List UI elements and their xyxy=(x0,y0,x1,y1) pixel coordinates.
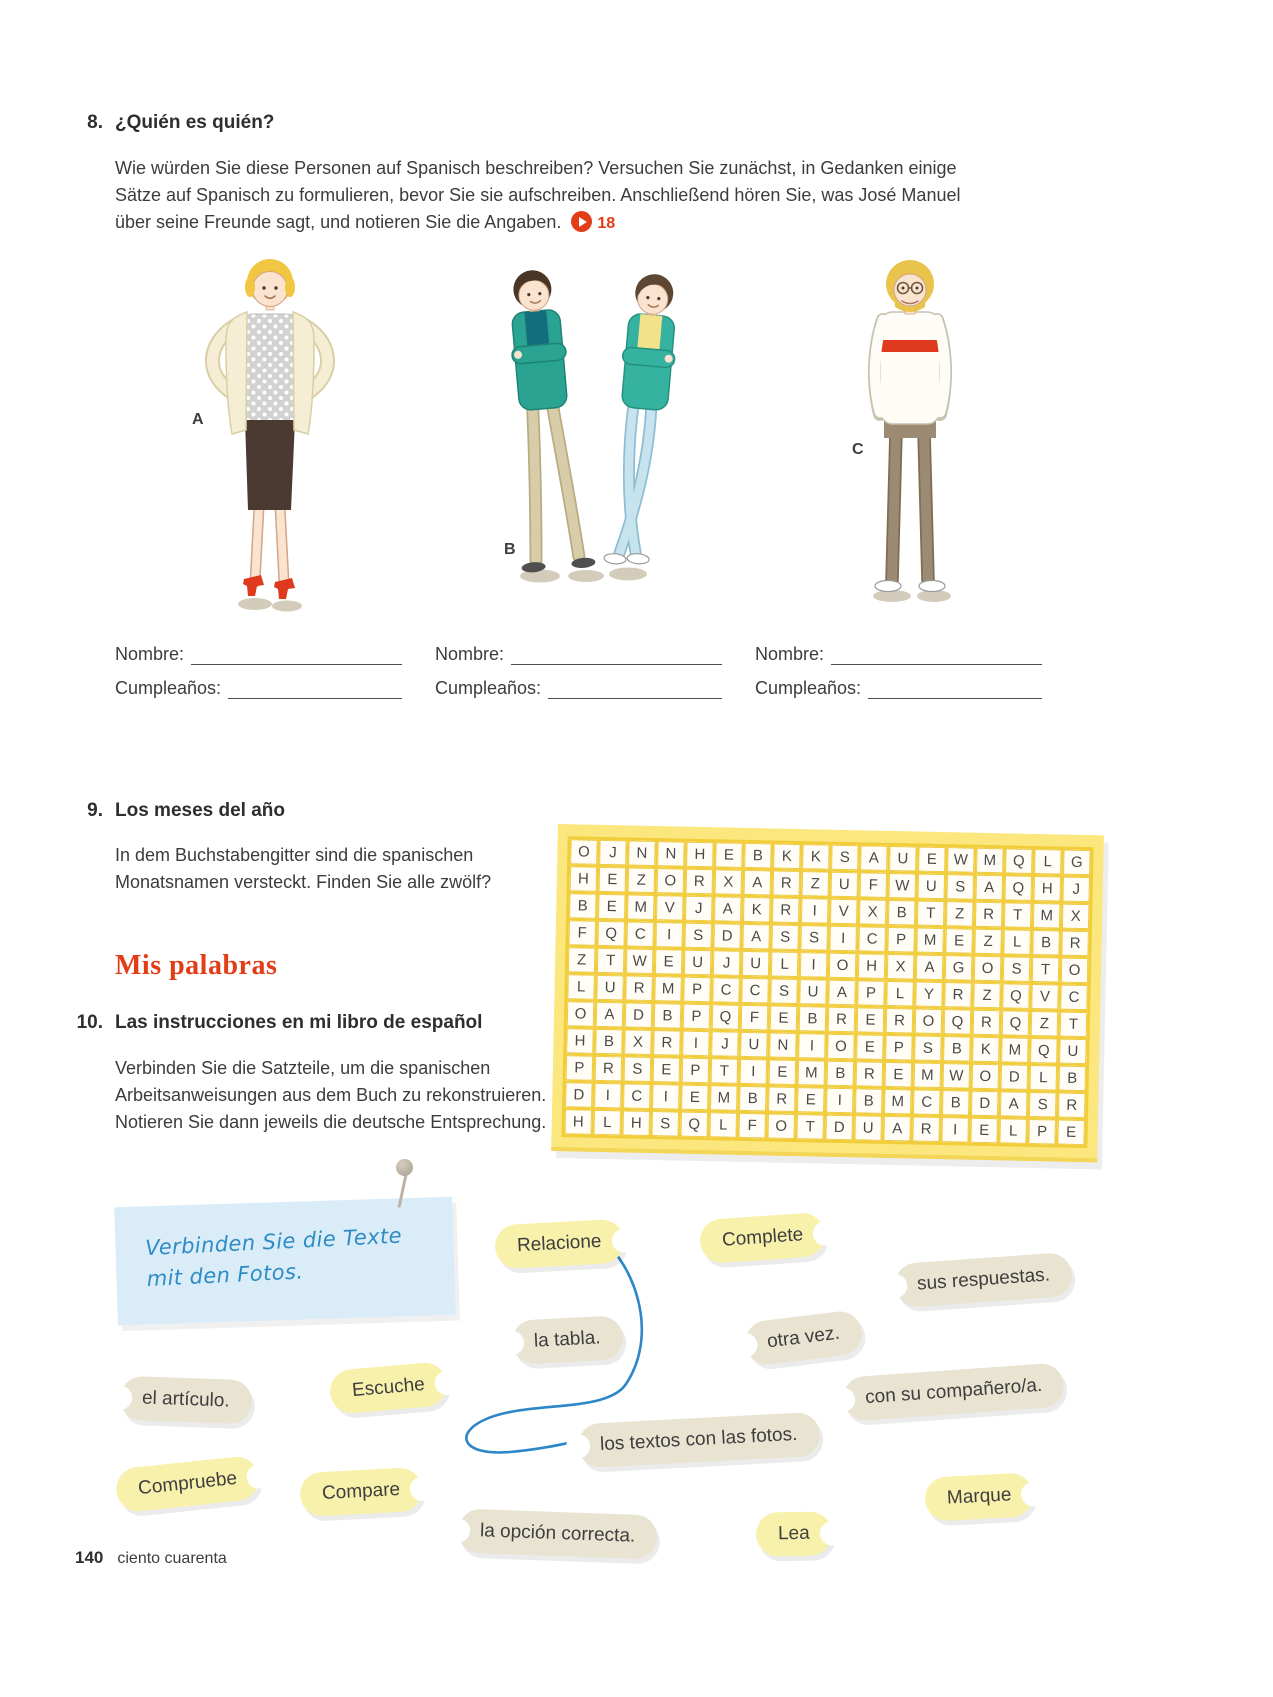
letter-cell: X xyxy=(887,954,915,980)
letter-cell: T xyxy=(597,948,625,974)
letter-cell: M xyxy=(1033,903,1061,929)
letter-cell: T xyxy=(711,1058,739,1084)
blue-note xyxy=(114,1197,456,1326)
letter-cell: I xyxy=(798,1033,826,1059)
letter-cell: O xyxy=(827,1034,855,1060)
letter-cell: B xyxy=(799,1006,827,1032)
audio-track-number: 18 xyxy=(597,215,616,232)
sticky-note-label: otra vez. xyxy=(765,1322,841,1353)
letter-cell: Z xyxy=(568,947,596,973)
letter-cell: P xyxy=(887,927,915,953)
sticky-note xyxy=(511,1315,624,1365)
letter-cell: A xyxy=(744,870,772,896)
letter-cell: E xyxy=(856,1034,884,1060)
exercise-9-number: 9. xyxy=(87,800,103,821)
letter-cell: C xyxy=(741,978,769,1004)
letter-cell: A xyxy=(742,924,770,950)
letter-cell: L xyxy=(771,951,799,977)
letter-cell: A xyxy=(828,980,856,1006)
letter-cell: I xyxy=(800,952,828,978)
letter-cell: T xyxy=(1004,902,1032,928)
letter-cell: N xyxy=(657,841,685,867)
letter-cell: U xyxy=(889,846,917,872)
letter-cell: B xyxy=(654,1003,682,1029)
letter-cell: S xyxy=(770,978,798,1004)
sticky-note xyxy=(114,1455,261,1514)
sticky-note xyxy=(756,1511,832,1556)
exercise-8-instructions xyxy=(115,128,985,237)
letter-cell: B xyxy=(595,1029,623,1055)
letter-cell: L xyxy=(1030,1065,1058,1091)
letter-cell: T xyxy=(1060,1012,1088,1038)
letter-cell: L xyxy=(999,1118,1027,1144)
letter-cell: L xyxy=(567,974,595,1000)
letter-cell: L xyxy=(1034,849,1062,875)
exercise-10-number: 10. xyxy=(76,1012,103,1033)
letter-cell: P xyxy=(566,1055,594,1081)
letter-cell: O xyxy=(767,1113,795,1139)
letter-cell: A xyxy=(883,1116,911,1142)
nombre-line xyxy=(511,643,722,665)
section-heading-mis-palabras: Mis palabras xyxy=(115,950,278,981)
letter-cell: S xyxy=(831,845,859,871)
nombre-field xyxy=(435,640,722,665)
blue-note-line-1: Verbinden Sie die Texte xyxy=(144,1223,403,1261)
letter-cell: Q xyxy=(1002,1010,1030,1036)
letter-cell: B xyxy=(888,900,916,926)
letter-cell: E xyxy=(769,1059,797,1085)
letter-cell: J xyxy=(713,950,741,976)
sticky-note-label: la opción correcta. xyxy=(479,1520,636,1547)
sticky-note-label: Marque xyxy=(946,1484,1012,1509)
letter-cell: O xyxy=(972,1064,1000,1090)
letter-cell: S xyxy=(1029,1092,1057,1118)
letter-cell: I xyxy=(801,898,829,924)
letter-cell: Q xyxy=(680,1112,708,1138)
letter-cell: I xyxy=(682,1031,710,1057)
letter-cell: D xyxy=(971,1091,999,1117)
letter-cell: F xyxy=(860,872,888,898)
letter-cell: S xyxy=(800,925,828,951)
letter-cell: E xyxy=(599,867,627,893)
letter-cell: O xyxy=(915,1009,943,1035)
letter-cell: A xyxy=(976,875,1004,901)
name-card xyxy=(115,640,402,708)
exercise-8-number: 8. xyxy=(87,112,103,133)
letter-cell: E xyxy=(681,1085,709,1111)
letter-cell: E xyxy=(918,847,946,873)
letter-cell: P xyxy=(682,1058,710,1084)
letter-cell: R xyxy=(944,982,972,1008)
letter-cell: O xyxy=(829,953,857,979)
letter-cell: K xyxy=(802,844,830,870)
letter-cell: L xyxy=(709,1112,737,1138)
letter-cell: H xyxy=(858,953,886,979)
letter-cell: M xyxy=(627,894,655,920)
letter-cell: R xyxy=(886,1008,914,1034)
letter-cell: S xyxy=(624,1056,652,1082)
letter-cell: P xyxy=(1028,1119,1056,1145)
letter-cell: Q xyxy=(1002,983,1030,1009)
sticky-note-label: Relacione xyxy=(516,1230,602,1257)
letter-cell: R xyxy=(772,898,800,924)
letter-cell: U xyxy=(854,1115,882,1141)
letter-cell: S xyxy=(651,1111,679,1137)
letter-cell: E xyxy=(1057,1120,1085,1146)
blue-note-text xyxy=(145,1218,456,1295)
letter-cell: E xyxy=(857,1007,885,1033)
letter-cell: E xyxy=(797,1087,825,1113)
letter-cell: H xyxy=(622,1110,650,1136)
letter-cell: Q xyxy=(1030,1038,1058,1064)
letter-cell: P xyxy=(857,980,885,1006)
letter-cell: B xyxy=(943,1036,971,1062)
letter-cell: B xyxy=(827,1061,855,1087)
nombre-line xyxy=(831,643,1042,665)
letter-cell: B xyxy=(1032,930,1060,956)
letter-cell: K xyxy=(773,844,801,870)
letter-cell: Z xyxy=(802,871,830,897)
letter-cell: E xyxy=(653,1057,681,1083)
letter-cell: Q xyxy=(597,921,625,947)
letter-cell: H xyxy=(1033,876,1061,902)
blue-note-line-2: mit den Fotos. xyxy=(146,1259,304,1292)
letter-cell: G xyxy=(945,955,973,981)
letter-cell: L xyxy=(593,1110,621,1136)
letter-cell: I xyxy=(829,926,857,952)
letter-cell: U xyxy=(596,975,624,1001)
letter-cell: B xyxy=(942,1090,970,1116)
person-b-illustration xyxy=(496,267,682,583)
exercise-8-instructions-text: Wie würden Sie diese Personen auf Spanisch beschreiben? Versuchen Sie zunächst, in Gedanken einige Sätze auf Spanisch zu formulieren, bevor Sie sie aufschreiben. Anschließend hören Sie, was José Manuel über seine Freunde sagt, und notieren Sie die Angaben. xyxy=(115,158,961,232)
letter-cell: E xyxy=(970,1118,998,1144)
letter-cell: R xyxy=(653,1030,681,1056)
letter-cell: M xyxy=(914,1063,942,1089)
letter-cell: M xyxy=(710,1085,738,1111)
letter-grid-card xyxy=(551,824,1104,1162)
letter-cell: R xyxy=(975,902,1003,928)
sticky-note-label: los textos con las fotos. xyxy=(599,1423,798,1456)
sticky-note xyxy=(457,1509,658,1560)
nombre-field xyxy=(115,640,402,665)
exercise-9-title: Los meses del año xyxy=(115,800,286,821)
nombre-label: Nombre: xyxy=(435,644,505,664)
sticky-note-label: sus respuestas. xyxy=(916,1264,1051,1295)
cumpleanos-label: Cumpleaños: xyxy=(435,678,542,698)
letter-cell: D xyxy=(565,1082,593,1108)
letter-cell: I xyxy=(941,1117,969,1143)
letter-cell: E xyxy=(598,894,626,920)
letter-cell: S xyxy=(1003,956,1031,982)
letter-cell: Z xyxy=(1031,1011,1059,1037)
exercise-10-instructions: Verbinden Sie die Satzteile, um die spanischen Arbeitsanweisungen aus dem Buch zu rekonstruieren. Notieren Sie dann jeweils die deutsche Entsprechung. xyxy=(115,1058,547,1132)
letter-cell: S xyxy=(684,923,712,949)
letter-cell: F xyxy=(568,920,596,946)
letter-cell: N xyxy=(628,840,656,866)
letter-cell: R xyxy=(625,975,653,1001)
letter-cell: U xyxy=(1059,1039,1087,1065)
letter-cell: O xyxy=(567,1001,595,1027)
letter-cell: A xyxy=(1000,1091,1028,1117)
letter-cell: L xyxy=(886,981,914,1007)
letter-cell: U xyxy=(684,950,712,976)
letter-cell: F xyxy=(738,1113,766,1139)
letter-cell: C xyxy=(712,977,740,1003)
letter-cell: R xyxy=(595,1056,623,1082)
cumpleanos-field xyxy=(115,674,402,699)
sticky-note xyxy=(842,1362,1066,1421)
letter-cell: H xyxy=(570,866,598,892)
letter-cell: C xyxy=(913,1090,941,1116)
letter-cell: R xyxy=(686,869,714,895)
letter-cell: R xyxy=(773,871,801,897)
pin-icon xyxy=(396,1159,413,1176)
sticky-note-label: con su compañero/a. xyxy=(864,1374,1043,1409)
letter-cell: T xyxy=(1032,957,1060,983)
letter-cell: R xyxy=(828,1007,856,1033)
letter-cell: M xyxy=(654,976,682,1002)
letter-cell: R xyxy=(1061,931,1089,957)
letter-cell: S xyxy=(947,874,975,900)
letter-cell: A xyxy=(714,896,742,922)
exercise-9-instructions: In dem Buchstabengitter sind die spanischen Monatsnamen versteckt. Finden Sie alle zwölf? xyxy=(115,845,492,892)
letter-cell: J xyxy=(685,896,713,922)
letter-cell: T xyxy=(796,1114,824,1140)
letter-cell: M xyxy=(1001,1037,1029,1063)
cumpleanos-label: Cumpleaños: xyxy=(115,678,222,698)
letter-cell: W xyxy=(943,1063,971,1089)
sticky-note xyxy=(699,1212,827,1265)
letter-cell: J xyxy=(599,840,627,866)
letter-cell: O xyxy=(570,839,598,865)
cumpleanos-line xyxy=(228,677,402,699)
letter-cell: W xyxy=(626,948,654,974)
letter-cell: M xyxy=(916,928,944,954)
letter-cell: J xyxy=(711,1031,739,1057)
letter-cell: K xyxy=(743,897,771,923)
letter-cell: O xyxy=(974,956,1002,982)
letter-cell: D xyxy=(825,1115,853,1141)
letter-cell: B xyxy=(744,843,772,869)
exercise-10-title: Las instrucciones en mi libro de español xyxy=(115,1012,483,1033)
people-illustration xyxy=(80,252,1100,632)
letter-cell: Q xyxy=(1004,875,1032,901)
letter-cell: B xyxy=(855,1088,883,1114)
letter-cell: R xyxy=(1058,1093,1086,1119)
letter-cell: H xyxy=(565,1109,593,1135)
letter-cell: W xyxy=(889,873,917,899)
letter-cell: I xyxy=(652,1084,680,1110)
letter-cell: O xyxy=(1061,958,1089,984)
letter-cell: P xyxy=(683,1004,711,1030)
letter-cell: B xyxy=(739,1086,767,1112)
letter-cell: W xyxy=(947,847,975,873)
letter-cell: N xyxy=(769,1032,797,1058)
sticky-note xyxy=(924,1472,1035,1522)
letter-cell: I xyxy=(826,1088,854,1114)
letter-cell: E xyxy=(715,842,743,868)
letter-cell: E xyxy=(655,949,683,975)
letter-cell: E xyxy=(945,928,973,954)
letter-cell: A xyxy=(596,1002,624,1028)
letter-cell: D xyxy=(713,923,741,949)
letter-cell: B xyxy=(569,893,597,919)
letter-cell: X xyxy=(715,869,743,895)
figure-label-a: A xyxy=(192,411,204,428)
nombre-field xyxy=(755,640,1042,665)
letter-cell: V xyxy=(656,895,684,921)
letter-cell: C xyxy=(858,926,886,952)
letter-cell: E xyxy=(770,1005,798,1031)
letter-grid-table xyxy=(561,836,1093,1148)
letter-cell: U xyxy=(740,1032,768,1058)
letter-cell: R xyxy=(856,1061,884,1087)
sticky-note-label: Compare xyxy=(321,1478,401,1505)
figure-label-b: B xyxy=(504,541,516,558)
letter-cell: I xyxy=(594,1083,622,1109)
letter-cell: F xyxy=(741,1005,769,1031)
letter-cell: M xyxy=(884,1089,912,1115)
letter-cell: V xyxy=(1031,984,1059,1010)
letter-cell: M xyxy=(976,848,1004,874)
sticky-note xyxy=(894,1252,1074,1308)
letter-cell: L xyxy=(1003,929,1031,955)
letter-cell: I xyxy=(740,1059,768,1085)
cumpleanos-line xyxy=(548,677,722,699)
person-c-illustration xyxy=(852,260,951,602)
letter-cell: C xyxy=(623,1083,651,1109)
exercise-8-title: ¿Quién es quién? xyxy=(115,112,275,133)
letter-cell: A xyxy=(916,955,944,981)
letter-cell: C xyxy=(1060,985,1088,1011)
letter-cell: G xyxy=(1063,850,1091,876)
letter-cell: P xyxy=(683,977,711,1003)
letter-cell: E xyxy=(885,1062,913,1088)
nombre-label: Nombre: xyxy=(115,644,185,664)
cumpleanos-field xyxy=(435,674,722,699)
cumpleanos-field xyxy=(755,674,1042,699)
letter-cell: Q xyxy=(712,1004,740,1030)
letter-cell: Y xyxy=(915,982,943,1008)
letter-cell: U xyxy=(918,874,946,900)
letter-cell: R xyxy=(912,1116,940,1142)
letter-cell: D xyxy=(625,1002,653,1028)
letter-cell: H xyxy=(566,1028,594,1054)
letter-cell: X xyxy=(624,1029,652,1055)
sticky-note-label: Compruebe xyxy=(137,1467,239,1500)
letter-cell: Z xyxy=(628,867,656,893)
person-a-illustration xyxy=(192,259,328,612)
letter-cell: V xyxy=(830,899,858,925)
letter-cell: U xyxy=(742,951,770,977)
letter-cell: R xyxy=(768,1086,796,1112)
cumpleanos-line xyxy=(868,677,1042,699)
page-footer-text: ciento cuarenta xyxy=(117,1550,227,1567)
audio-play-icon xyxy=(571,211,592,232)
letter-cell: T xyxy=(917,901,945,927)
letter-cell: B xyxy=(1059,1066,1087,1092)
letter-cell: Q xyxy=(1005,848,1033,874)
letter-cell: Z xyxy=(946,901,974,927)
letter-cell: U xyxy=(799,979,827,1005)
letter-cell: A xyxy=(860,845,888,871)
letter-cell: X xyxy=(1062,904,1090,930)
letter-cell: I xyxy=(655,922,683,948)
figure-label-c: C xyxy=(852,441,864,458)
sticky-note-label: Escuche xyxy=(351,1373,426,1402)
letter-cell: Z xyxy=(974,929,1002,955)
nombre-label: Nombre: xyxy=(755,644,825,664)
letter-cell: C xyxy=(626,921,654,947)
letter-cell: S xyxy=(771,925,799,951)
letter-cell: K xyxy=(972,1037,1000,1063)
letter-cell: U xyxy=(831,872,859,898)
letter-cell: S xyxy=(914,1036,942,1062)
sticky-note xyxy=(299,1467,423,1517)
sticky-note-label: Lea xyxy=(777,1522,810,1545)
nombre-line xyxy=(191,643,402,665)
letter-cell: M xyxy=(798,1060,826,1086)
page-footer xyxy=(75,1548,227,1568)
letter-cell: D xyxy=(1001,1064,1029,1090)
letter-cell: R xyxy=(973,1010,1001,1036)
letter-cell: O xyxy=(657,868,685,894)
letter-cell: Q xyxy=(944,1009,972,1035)
sticky-note xyxy=(494,1219,625,1270)
sticky-note-label: el artículo. xyxy=(141,1387,231,1412)
name-card xyxy=(755,640,1042,708)
page-number: 140 xyxy=(75,1548,104,1567)
letter-cell: X xyxy=(859,899,887,925)
letter-cell: Z xyxy=(973,983,1001,1009)
sticky-note xyxy=(119,1376,252,1425)
sticky-note-label: Complete xyxy=(721,1224,804,1251)
name-card xyxy=(435,640,722,708)
letter-cell: P xyxy=(885,1035,913,1061)
sticky-note-label: la tabla. xyxy=(533,1327,602,1352)
cumpleanos-label: Cumpleaños: xyxy=(755,678,862,698)
letter-cell: H xyxy=(686,842,714,868)
letter-cell: J xyxy=(1062,877,1090,903)
